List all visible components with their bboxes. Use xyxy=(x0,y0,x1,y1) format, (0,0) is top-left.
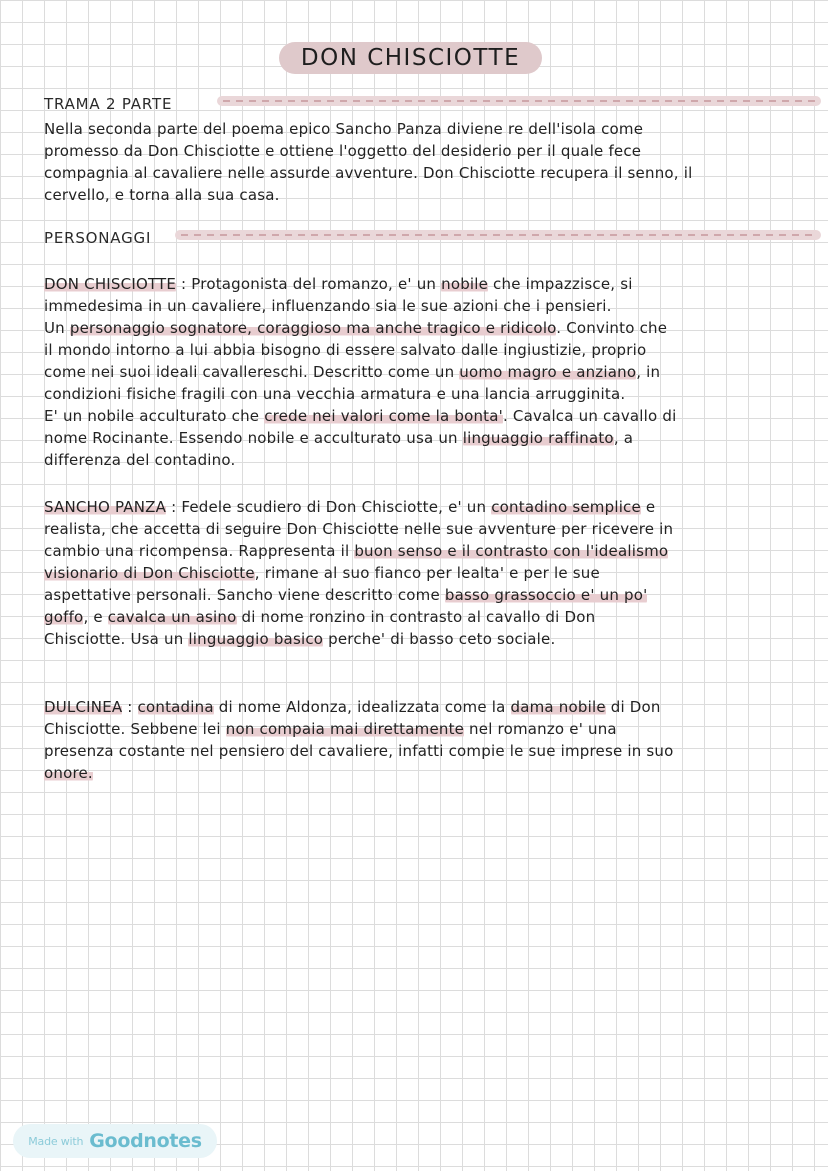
text-line xyxy=(44,496,814,518)
highlighted-text: basso grassoccio e' un po' xyxy=(444,586,648,604)
trama-paragraph xyxy=(44,118,814,206)
separator: : xyxy=(166,498,182,516)
highlighted-text: dama nobile xyxy=(510,698,606,716)
text-line xyxy=(44,606,814,628)
highlighted-text: cavalca un asino xyxy=(107,608,237,626)
highlighted-text: contadino semplice xyxy=(491,498,641,516)
highlighted-text: buon senso e il contrasto con l'idealismo xyxy=(354,542,669,560)
text-line: differenza del contadino. xyxy=(44,451,236,469)
text-line: promesso da Don Chisciotte e ottiene l'oggetto del desiderio per il quale fece xyxy=(44,142,642,160)
text-line xyxy=(44,540,814,562)
highlighted-text: crede nei valori come la bonta' xyxy=(264,407,503,425)
text-line xyxy=(44,628,814,650)
separator: : xyxy=(122,698,138,716)
text: di Don xyxy=(605,698,661,716)
text: . Cavalca un cavallo di xyxy=(502,407,677,425)
text: Chisciotte. Usa un xyxy=(44,630,189,648)
text-line xyxy=(44,361,814,383)
page-title xyxy=(279,42,542,74)
text-line: presenza costante nel pensiero del cavaliere, infatti compie le sue imprese in suo xyxy=(44,742,674,760)
highlighted-text: linguaggio basico xyxy=(188,630,324,648)
text: , rimane al suo fianco per lealta' e per le sue xyxy=(254,564,600,582)
highlighted-text: goffo xyxy=(44,608,84,626)
text-line: compagnia al cavaliere nelle assurde avventure. Don Chisciotte recupera il senno, il xyxy=(44,164,693,182)
highlighted-text: non compaia mai direttamente xyxy=(225,720,465,738)
text-line xyxy=(44,273,814,295)
text: di nome Aldonza, idealizzata come la xyxy=(213,698,511,716)
character-don-chisciotte xyxy=(44,273,814,471)
text: , a xyxy=(613,429,634,447)
text-line: cervello, e torna alla sua casa. xyxy=(44,186,280,204)
character-name: DULCINEA xyxy=(44,698,123,716)
text: aspettative personali. Sancho viene descritto come xyxy=(44,586,445,604)
highlighted-text: visionario di Don Chisciotte xyxy=(44,564,255,582)
highlighted-text: contadina xyxy=(137,698,214,716)
text-line: realista, che accetta di seguire Don Chisciotte nelle sue avventure per ricevere in xyxy=(44,520,674,538)
highlighted-text: onore. xyxy=(44,764,93,782)
text-line xyxy=(44,317,814,339)
text-line: il mondo intorno a lui abbia bisogno di essere salvato dalle ingiustizie, proprio xyxy=(44,341,647,359)
separator: : xyxy=(176,275,192,293)
goodnotes-logo: Goodnotes xyxy=(89,1130,202,1152)
goodnotes-watermark[interactable] xyxy=(13,1124,217,1158)
section-heading-personaggi: PERSONAGGI xyxy=(44,229,152,247)
text: E' un nobile acculturato che xyxy=(44,407,265,425)
text: Protagonista del romanzo, e' un xyxy=(191,275,442,293)
section-divider-trama xyxy=(217,96,821,106)
text: e xyxy=(640,498,656,516)
made-with-label: Made with xyxy=(28,1134,84,1148)
character-name: DON CHISCIOTTE xyxy=(44,275,177,293)
text: Fedele scudiero di Don Chisciotte, e' un xyxy=(181,498,492,516)
text-line xyxy=(44,562,814,584)
text: di nome ronzino in contrasto al cavallo di Don xyxy=(236,608,596,626)
section-divider-personaggi xyxy=(175,230,821,240)
text-line xyxy=(44,762,814,784)
text: , in xyxy=(636,363,661,381)
text: cambio una ricompensa. Rappresenta il xyxy=(44,542,355,560)
text: Chisciotte. Sebbene lei xyxy=(44,720,226,738)
highlighted-text: nobile xyxy=(441,275,489,293)
character-sancho-panza xyxy=(44,496,814,650)
character-name: SANCHO PANZA xyxy=(44,498,167,516)
highlighted-text: linguaggio raffinato xyxy=(462,429,614,447)
text: come nei suoi ideali cavallereschi. Descritto come un xyxy=(44,363,460,381)
text-line xyxy=(44,584,814,606)
highlighted-text: personaggio sognatore, coraggioso ma anche tragico e ridicolo xyxy=(69,319,557,337)
text: nome Rocinante. Essendo nobile e acculturato usa un xyxy=(44,429,463,447)
text: che impazzisce, si xyxy=(488,275,633,293)
highlighted-text: uomo magro e anziano xyxy=(459,363,637,381)
character-dulcinea xyxy=(44,696,814,784)
text-line xyxy=(44,427,814,449)
page-title-text: DON CHISCIOTTE xyxy=(300,45,521,71)
text-line: condizioni fisiche fragili con una vecchia armatura e una lancia arrugginita. xyxy=(44,385,626,403)
text-line xyxy=(44,405,814,427)
text-line: immedesima in un cavaliere, influenzando sia le sue azioni che i pensieri. xyxy=(44,297,612,315)
text-line xyxy=(44,696,814,718)
text: nel romanzo e' una xyxy=(464,720,617,738)
text-line xyxy=(44,718,814,740)
text: , e xyxy=(83,608,108,626)
text: . Convinto che xyxy=(556,319,668,337)
text: Un xyxy=(44,319,70,337)
section-heading-trama: TRAMA 2 PARTE xyxy=(44,95,173,113)
text-line: Nella seconda parte del poema epico Sancho Panza diviene re dell'isola come xyxy=(44,120,644,138)
text: perche' di basso ceto sociale. xyxy=(323,630,556,648)
